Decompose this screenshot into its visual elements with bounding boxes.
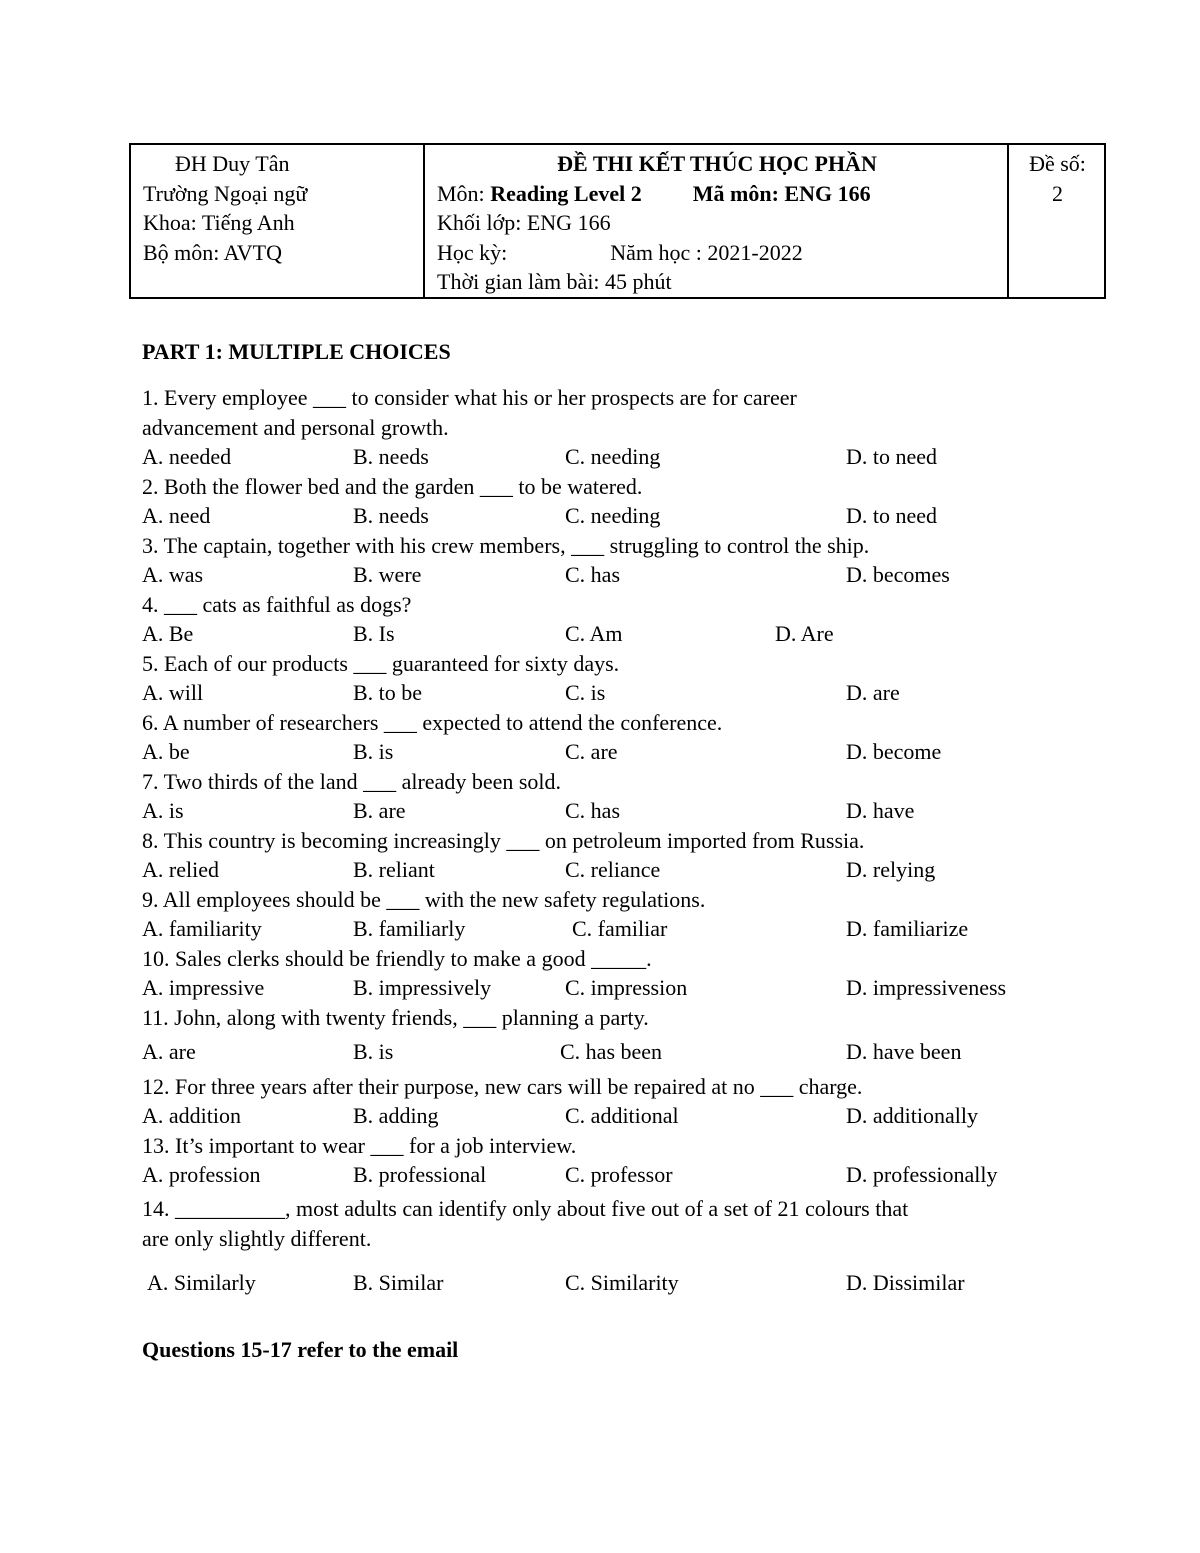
- subject-label: Môn:: [437, 180, 485, 206]
- question-9: [142, 885, 1072, 944]
- question-1: [142, 383, 1072, 472]
- question-10: [142, 944, 1072, 1003]
- option-a: A. familiarity: [142, 916, 262, 941]
- option-d: D. professionally: [846, 1162, 998, 1187]
- option-d: D. to need: [846, 503, 938, 528]
- answer-options: [142, 619, 1072, 649]
- option-b: B. needs: [353, 503, 429, 528]
- school-year: Năm học : 2021-2022: [610, 239, 803, 265]
- subject-line: [437, 179, 997, 209]
- option-d: D. becomes: [846, 562, 950, 587]
- question-text: 4. ___ cats as faithful as dogs?: [142, 591, 412, 617]
- answer-options: [142, 560, 1072, 590]
- question-7: [142, 767, 1072, 826]
- question-text: 11. John, along with twenty friends, ___ planning a party.: [142, 1004, 649, 1030]
- option-c: C. has been: [560, 1039, 663, 1064]
- option-b: B. professional: [353, 1162, 487, 1187]
- question-text: 5. Each of our products ___ guaranteed for sixty days.: [142, 650, 620, 676]
- exam-number-label: Đề số:: [1029, 151, 1086, 176]
- answer-options: [142, 796, 1072, 826]
- section2-title: Questions 15-17 refer to the email: [142, 1337, 459, 1362]
- question-14: [142, 1194, 1072, 1298]
- question-4: [142, 590, 1072, 649]
- option-c: C. Am: [565, 621, 623, 646]
- answer-options: [142, 501, 1072, 531]
- question-text: 7. Two thirds of the land ___ already been sold.: [142, 768, 562, 794]
- answer-options: [142, 678, 1072, 708]
- option-b: B. is: [353, 739, 394, 764]
- exam-number-cell: [1008, 144, 1105, 298]
- option-b: B. impressively: [353, 975, 492, 1000]
- option-c: C. familiar: [572, 916, 668, 941]
- option-a: A. will: [142, 680, 204, 705]
- question-5: [142, 649, 1072, 708]
- question-text: 14. __________, most adults can identify only about five out of a set of 21 colours that: [142, 1195, 909, 1221]
- faculty-name: Khoa: Tiếng Anh: [143, 210, 295, 235]
- option-c: C. impression: [565, 975, 688, 1000]
- option-c: C. needing: [565, 444, 661, 469]
- option-b: B. to be: [353, 680, 423, 705]
- option-a: A. needed: [142, 444, 232, 469]
- question-list: [142, 383, 1072, 1297]
- option-d: D. additionally: [846, 1103, 978, 1128]
- option-b: B. familiarly: [353, 916, 466, 941]
- question-text: are only slightly different.: [142, 1225, 372, 1251]
- option-c: C. professor: [565, 1162, 673, 1187]
- option-a: A. are: [142, 1039, 196, 1064]
- university-name: ĐH Duy Tân: [175, 151, 290, 176]
- answer-options: [142, 1160, 1072, 1190]
- semester-line: [437, 238, 997, 268]
- duration-line: Thời gian làm bài: 45 phút: [437, 269, 672, 294]
- question-text: 2. Both the flower bed and the garden ___ to be watered.: [142, 473, 643, 499]
- option-d: D. have been: [846, 1039, 962, 1064]
- option-b: B. adding: [353, 1103, 439, 1128]
- question-6: [142, 708, 1072, 767]
- option-c: C. Similarity: [565, 1269, 679, 1295]
- option-a: A. profession: [142, 1162, 261, 1187]
- option-a: A. relied: [142, 857, 219, 882]
- answer-options: [142, 1101, 1072, 1131]
- question-text: advancement and personal growth.: [142, 414, 449, 440]
- question-text: 6. A number of researchers ___ expected to attend the conference.: [142, 709, 723, 735]
- option-a: A. addition: [142, 1103, 241, 1128]
- option-d: D. are: [846, 680, 900, 705]
- option-d: D. to need: [846, 444, 938, 469]
- semester-label: Học kỳ:: [437, 239, 508, 265]
- question-text: 1. Every employee ___ to consider what his or her prospects are for career: [142, 385, 797, 410]
- option-a: A. was: [142, 562, 204, 587]
- answer-options: [142, 442, 1072, 472]
- question-text: 13. It’s important to wear ___ for a job interview.: [142, 1132, 577, 1158]
- option-d: D. Dissimilar: [846, 1269, 965, 1295]
- exam-title: ĐỀ THI KẾT THÚC HỌC PHẦN: [557, 151, 877, 176]
- department-name: Bộ môn: AVTQ: [143, 239, 282, 265]
- course-code: Mã môn: ENG 166: [692, 180, 871, 206]
- option-d: D. Are: [775, 621, 834, 646]
- option-b: B. needs: [353, 444, 429, 469]
- question-text: 12. For three years after their purpose, new cars will be repaired at no ___ charge.: [142, 1073, 863, 1099]
- option-c: C. has: [565, 798, 620, 823]
- option-c: C. needing: [565, 503, 661, 528]
- option-d: D. familiarize: [846, 916, 969, 941]
- question-text: 3. The captain, together with his crew members, ___ struggling to control the ship.: [142, 532, 870, 558]
- question-text: 9. All employees should be ___ with the new safety regulations.: [142, 886, 706, 912]
- exam-header-table: [129, 143, 1106, 299]
- option-b: B. Similar: [353, 1269, 444, 1295]
- question-text: 10. Sales clerks should be friendly to make a good _____.: [142, 945, 652, 971]
- option-a: A. impressive: [142, 975, 265, 1000]
- answer-options: [142, 973, 1072, 1003]
- option-a: A. is: [142, 798, 184, 823]
- answer-options: [142, 737, 1072, 767]
- answer-options: [142, 1268, 1072, 1298]
- option-b: B. reliant: [353, 857, 435, 882]
- option-c: C. additional: [565, 1103, 679, 1128]
- option-a: A. Similarly: [147, 1269, 256, 1295]
- option-c: C. are: [565, 739, 618, 764]
- option-b: B. Is: [353, 621, 395, 646]
- exam-number-value: 2: [1052, 180, 1063, 206]
- option-b: B. is: [353, 1039, 394, 1064]
- part1-title: PART 1: MULTIPLE CHOICES: [142, 339, 451, 364]
- class-line: Khối lớp: ENG 166: [437, 210, 611, 235]
- option-c: C. is: [565, 680, 606, 705]
- question-3: [142, 531, 1072, 590]
- option-d: D. become: [846, 739, 942, 764]
- question-text: 8. This country is becoming increasingly ___ on petroleum imported from Russia.: [142, 827, 865, 853]
- option-c: C. reliance: [565, 857, 661, 882]
- question-11: [142, 1003, 1072, 1067]
- answer-options: [142, 914, 1072, 944]
- institution-cell: [130, 144, 424, 298]
- option-a: A. Be: [142, 621, 194, 646]
- option-a: A. need: [142, 503, 211, 528]
- question-2: [142, 472, 1072, 531]
- exam-info-cell: [424, 144, 1008, 298]
- option-c: C. has: [565, 562, 620, 587]
- option-d: D. relying: [846, 857, 936, 882]
- option-a: A. be: [142, 739, 190, 764]
- answer-options: [142, 855, 1072, 885]
- option-d: D. impressiveness: [846, 975, 1007, 1000]
- question-12: [142, 1072, 1072, 1131]
- question-13: [142, 1131, 1072, 1190]
- option-d: D. have: [846, 798, 915, 823]
- subject-value: Reading Level 2: [490, 180, 642, 206]
- option-b: B. were: [353, 562, 422, 587]
- answer-options: [142, 1037, 1072, 1067]
- school-name: Trường Ngoại ngữ: [143, 180, 308, 206]
- question-8: [142, 826, 1072, 885]
- option-b: B. are: [353, 798, 406, 823]
